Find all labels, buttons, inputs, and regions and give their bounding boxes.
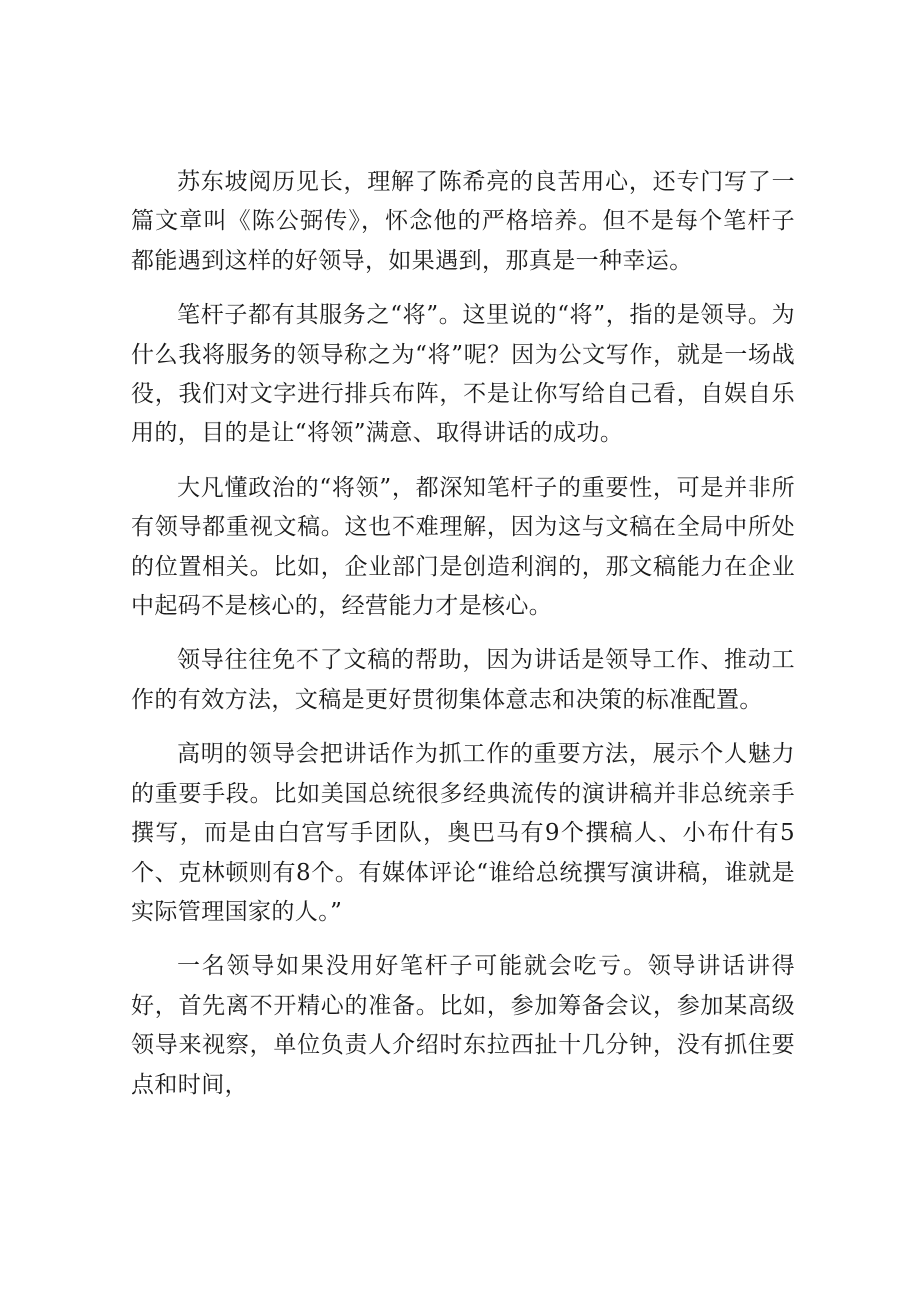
paragraph-2: 笔杆子都有其服务之“将”。这里说的“将”，指的是领导。为什么我将服务的领导称之为“将”呢？因为公文写作，就是一场战役，我们对文字进行排兵布阵，不是让你写给自己看，自娱自乐用的，目的是让“将领”满意、取得讲话的成功。 (131, 302, 795, 447)
paragraph-1: 苏东坡阅历见长，理解了陈希亮的良苦用心，还专门写了一篇文章叫《陈公弼传》，怀念他的严格培养。但不是每个笔杆子都能遇到这样的好领导，如果遇到，那真是一种幸运。 (131, 169, 795, 274)
paragraph-5: 高明的领导会把讲话作为抓工作的重要方法，展示个人魅力的重要手段。比如美国总统很多经典流传的演讲稿并非总统亲手撰写，而是由白宫写手团队，奥巴马有9个撰稿人、小布什有5个、克林顿则有8个。有媒体评论“谁给总统撰写演讲稿，谁就是实际管理国家的人。” (131, 741, 795, 925)
document-body (131, 163, 795, 1120)
paragraph-4: 领导往往免不了文稿的帮助，因为讲话是领导工作、推动工作的有效方法，文稿是更好贯彻集体意志和决策的标准配置。 (131, 647, 795, 713)
paragraph-3: 大凡懂政治的“将领”，都深知笔杆子的重要性，可是并非所有领导都重视文稿。这也不难理解，因为这与文稿在全局中所处的位置相关。比如，企业部门是创造利润的，那文稿能力在企业中起码不是核心的，经营能力才是核心。 (131, 474, 795, 620)
paragraph-6: 一名领导如果没用好笔杆子可能就会吃亏。领导讲话讲得好，首先离不开精心的准备。比如，参加筹备会议，参加某高级领导来视察，单位负责人介绍时东拉西扯十几分钟，没有抓住要点和时间， (131, 953, 795, 1098)
